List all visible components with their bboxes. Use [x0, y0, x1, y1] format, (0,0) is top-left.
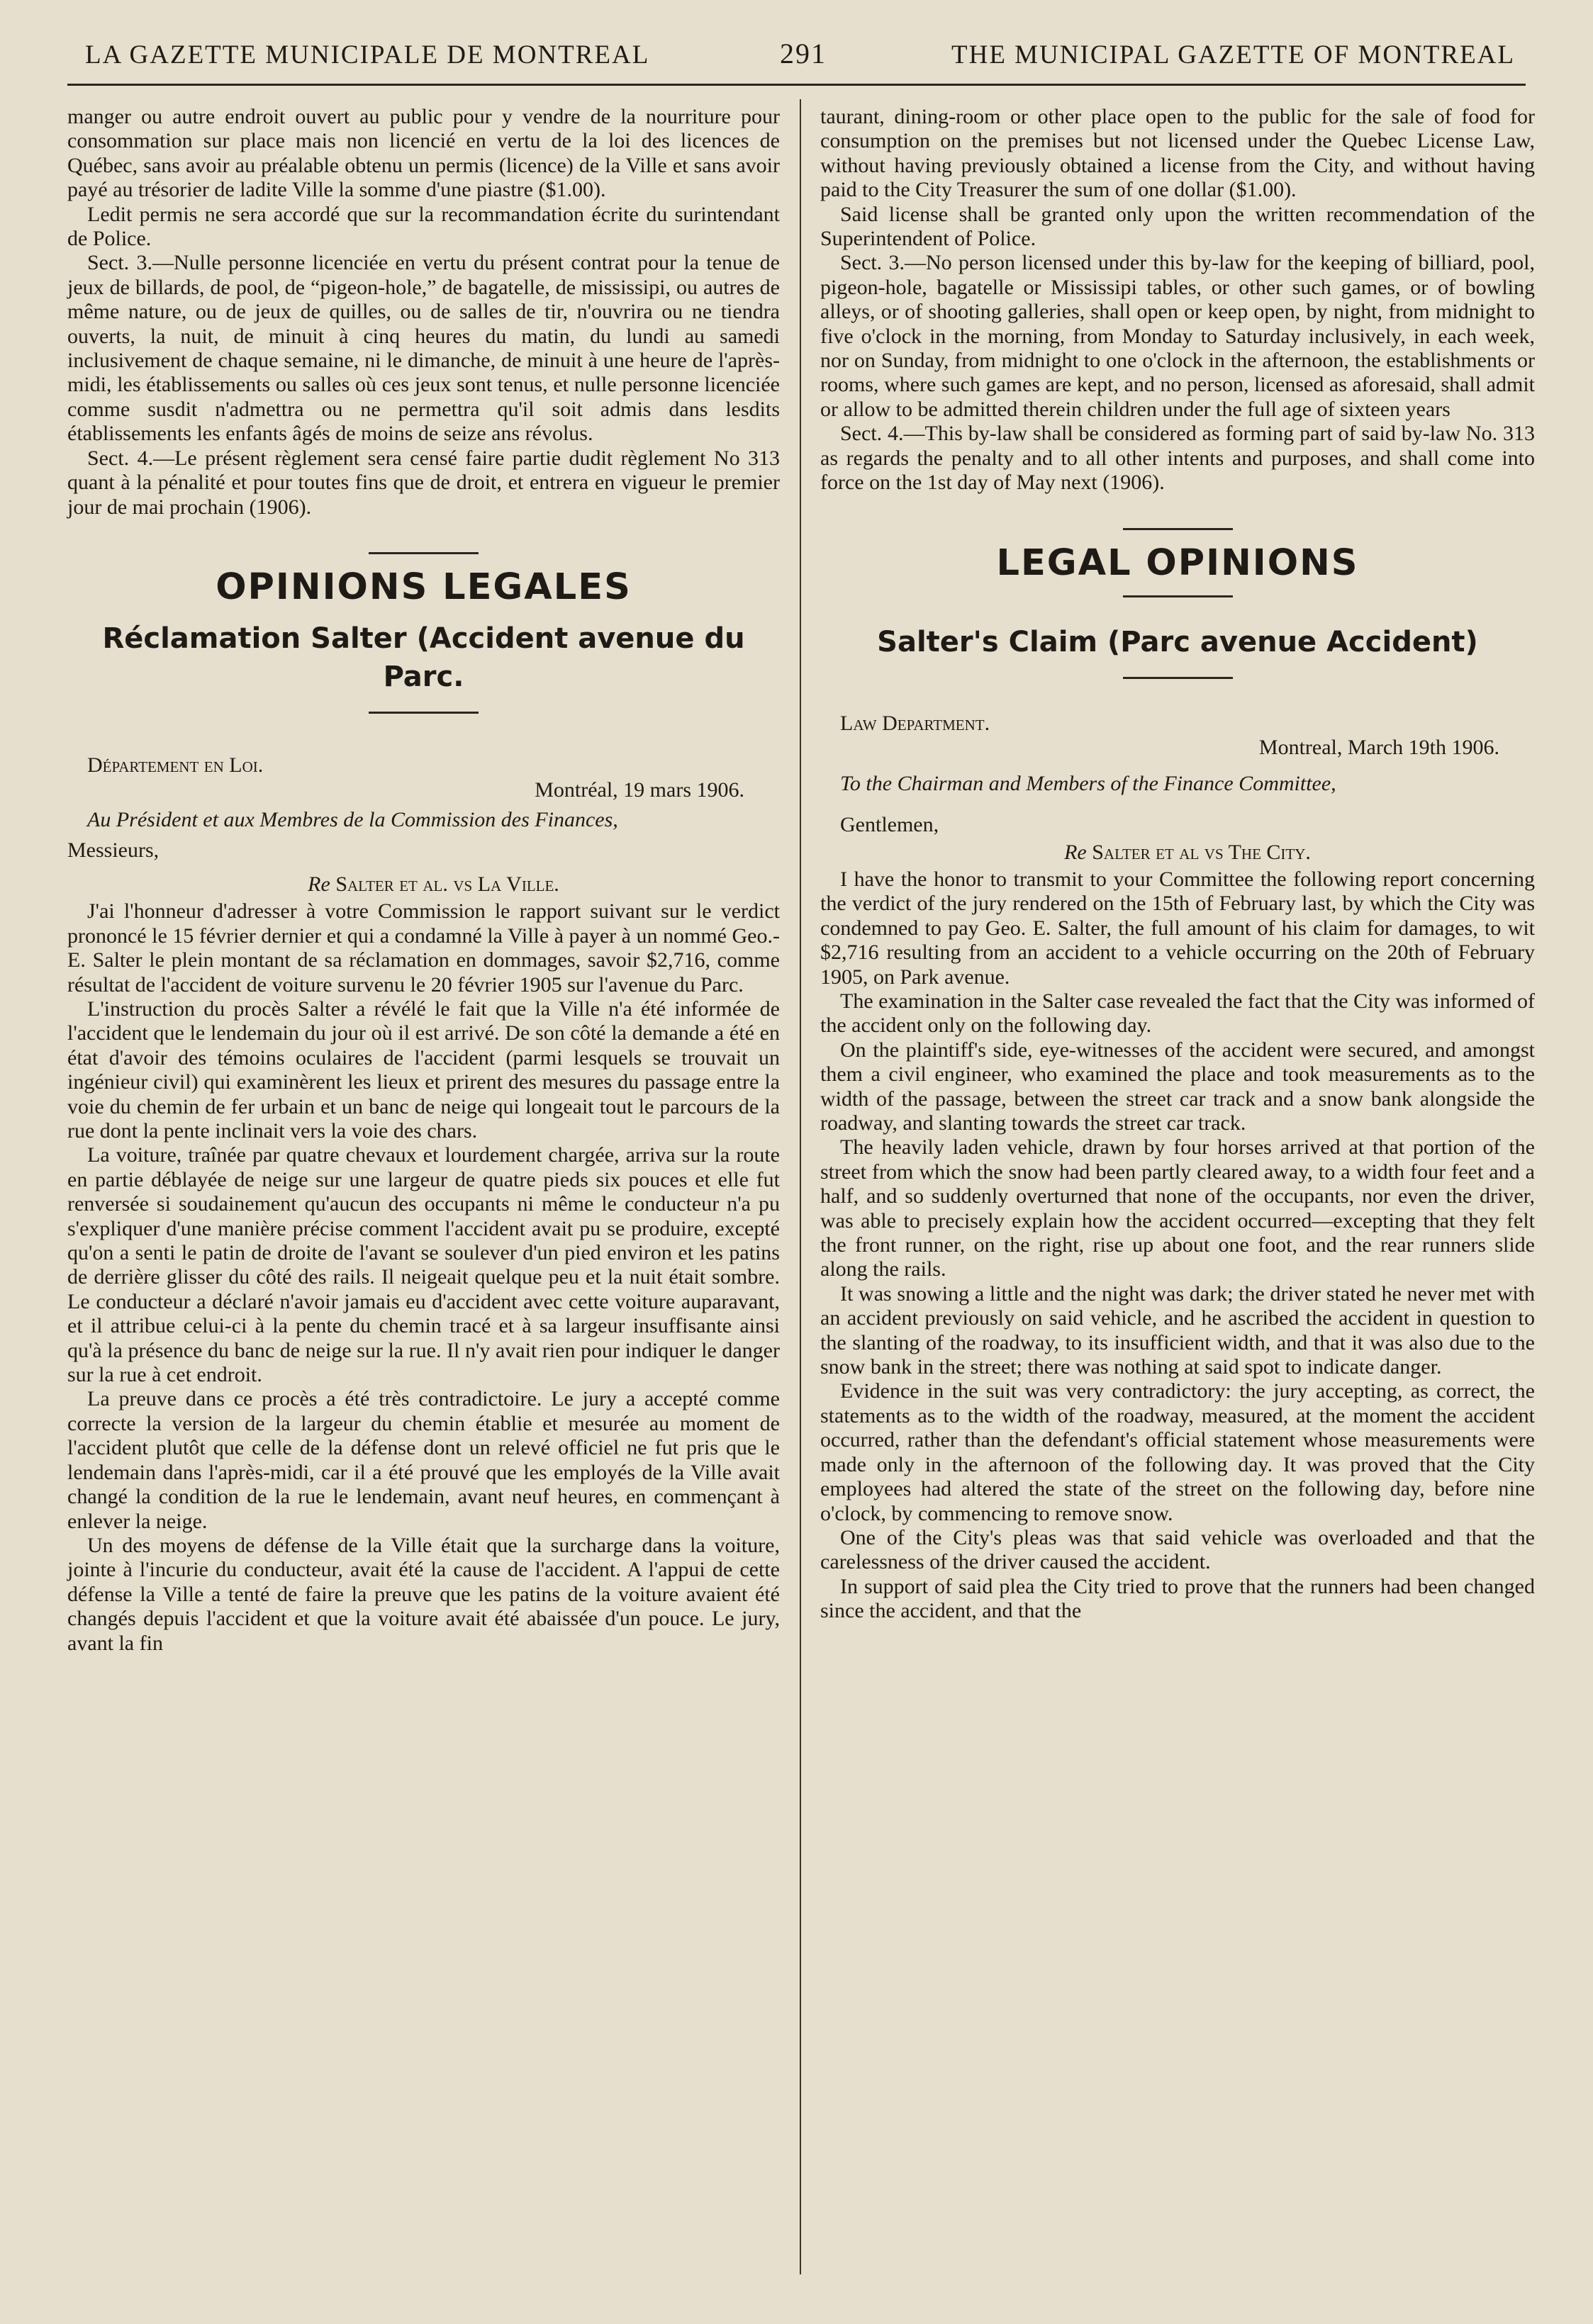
- address-line: To the Chairman and Members of the Finance Committee,: [840, 771, 1336, 795]
- separator-rule: [369, 712, 479, 714]
- separator-rule: [1123, 528, 1233, 530]
- page-header: [85, 40, 1515, 82]
- body-paragraph: Un des moyens de défense de la Ville était que la surcharge dans la voiture, jointe à l'incurie du conducteur, avait été la cause de l'accident. A l'appui de cette défense la Ville a tenté de faire la preuve que les patins de la voiture avaient été changés depuis l'accident et que la voiture avait été abaissée d'un pouce. Le jury, avant la fin: [67, 1533, 780, 1655]
- salutation: Messieurs,: [67, 838, 160, 862]
- department-line: Département en Loi.: [87, 753, 264, 778]
- case-parties: Salter et al vs The City.: [1092, 840, 1311, 864]
- address-line: Au Président et aux Membres de la Commission des Finances,: [87, 808, 618, 832]
- claim-title: Réclamation Salter (Accident avenue du Parc.: [102, 622, 745, 694]
- bylaw-section-4: Sect. 4.—This by-law shall be considered as forming part of said by-law No. 313 as regards the penalty and to all other intents and purposes, and shall come into force on the 1st day of May next (1906).: [820, 422, 1535, 495]
- body-paragraph: La voiture, traînée par quatre chevaux et lourdement chargée, arriva sur la route en partie déblayée de neige sur une largeur de quatre pieds six pouces et elle fut renversée si soudainement qu'aucun des occupants ni même le conducteur n'a pu s'expliquer d'une manière précise comment l'accident avait pu se produire, excepté qu'on a senti le patin de droite de l'avant se soulever d'un pied environ et les patins de derrière glisser du côté des rails. Il neigeait quelque peu et la nuit était sombre. Le conducteur a déclaré n'avoir jamais eu d'accident avec cette voiture auparavant, et il attribue celui-ci à la pente du chemin tracé et à sa largeur insuffisante ainsi qu'à la présence du banc de neige sur la rue. Il n'y avait rien pour indiquer le danger sur la rue à cet endroit.: [67, 1143, 780, 1387]
- separator-rule: [369, 552, 479, 554]
- claim-title: Salter's Claim (Parc avenue Accident): [877, 625, 1478, 658]
- bylaw-section-3: Sect. 3.—No person licensed under this by-law for the keeping of billiard, pool, pigeon-hole, bagatelle or Mississipi tables, or other such games, or of bowling alleys, or of shooting galleries, shall open or keep open, by night, from midnight to five o'clock in the morning, from Monday to Saturday inclusively, in each week, nor on Sunday, from midnight to one o'clock in the afternoon, the establishments or rooms, where such games are kept, and no person, licensed as aforesaid, shall admit or allow to be admitted therein children under the full age of sixteen years: [820, 251, 1535, 421]
- bylaw-paragraph: manger ou autre endroit ouvert au public pour y vendre de la nourriture pour consommation sur place mais non licencié en vertu de la loi des licences de Québec, sans avoir au préalable obtenu un permis (licence) de la Ville et sans avoir payé au trésorier de ladite Ville la somme d'une piastre ($1.00).: [67, 105, 780, 202]
- header-french-title: LA GAZETTE MUNICIPALE DE MONTREAL: [85, 40, 650, 69]
- body-paragraph: In support of said plea the City tried to prove that the runners had been changed since the accident, and that the: [820, 1574, 1535, 1623]
- french-column: [67, 105, 780, 1656]
- separator-rule: [1123, 677, 1233, 679]
- section-title: OPINIONS LEGALES: [216, 566, 632, 608]
- body-paragraph: Evidence in the suit was very contradictory: the jury accepting, as correct, the statements as to the width of the roadway, measured, at the moment the accident occurred, rather than the defendant's official statement whose measurements were made only in the afternoon of the following day. It was proved that the City employees had altered the state of the street on the following day, before nine o'clock, by commencing to remove snow.: [820, 1379, 1535, 1525]
- case-re: Re: [308, 872, 330, 896]
- body-paragraph: I have the honor to transmit to your Committee the following report concerning the verdict of the jury rendered on the 15th of February last, by which the City was condemned to pay Geo. E. Salter, the full amount of his claim for damages, to wit $2,716 resulting from an accident to a vehicle occurring on the 20th of February 1905, on Park avenue.: [820, 867, 1535, 989]
- body-paragraph: L'instruction du procès Salter a révélé le fait que la Ville n'a été informée de l'accident que le lendemain du jour où il est arrivé. De son côté la demande a été en état d'avoir des témoins oculaires de l'accident (parmi lesquels se trouvait un ingénieur civil) qui examinèrent les lieux et prirent des mesures du passage entre la voie du chemin de fer urbain et un banc de neige qui longeait tout le parcours de la rue dont la pente inclinait vers la voie des chars.: [67, 997, 780, 1143]
- body-paragraph: On the plaintiff's side, eye-witnesses of the accident were secured, and amongst them a civil engineer, who examined the place and took measurements as to the width of the passage, between the street car track and a snow bank alongside the roadway, and slanting towards the street car track.: [820, 1038, 1535, 1135]
- body-paragraph: One of the City's pleas was that said vehicle was overloaded and that the carelessness of the driver caused the accident.: [820, 1525, 1535, 1574]
- bylaw-section-3: Sect. 3.—Nulle personne licenciée en vertu du présent contrat pour la tenue de jeux de billards, de pool, de “pigeon-hole,” de bagatelle, de mississipi, ou autres de même nature, ou de jeux de quilles, ou de salles de tir, n'ouvrira ou ne tiendra ouverts, la nuit, de minuit à cinq heures du matin, du lundi au samedi inclusivement de chaque semaine, ni le dimanche, de minuit à une heure de l'après-midi, les établissements ou salles où ces jeux sont tenus, et nulle personne licenciée comme susdit n'admettra ou ne permettra qu'il soit admis dans lesdits établissements les enfants âgés de moins de seize ans révolus.: [67, 251, 780, 446]
- body-paragraph: J'ai l'honneur d'adresser à votre Commission le rapport suivant sur le verdict prononcé le 15 février dernier et qui a condamné la Ville à payer à un nommé Geo.-E. Salter le plein montant de sa réclamation en dommages, savoir $2,716, comme résultat de l'accident de voiture survenu le 20 février 1905 sur l'avenue du Parc.: [67, 899, 780, 997]
- case-parties: Salter et al. vs La Ville.: [335, 872, 559, 896]
- column-divider: [800, 99, 801, 2274]
- bylaw-paragraph: Ledit permis ne sera accordé que sur la recommandation écrite du surintendant de Police.: [67, 202, 780, 251]
- section-title: LEGAL OPINIONS: [996, 541, 1359, 584]
- body-paragraph: The heavily laden vehicle, drawn by four horses arrived at that portion of the street from which the snow had been partly cleared away, to a width four feet and a half, and so suddenly overturned that none of the occupants, nor even the driver, was able to precisely explain how the accident occurred—excepting that they felt the front runner, on the right, rise up about one foot, and the rear runners slide along the rails.: [820, 1135, 1535, 1281]
- body-paragraph: It was snowing a little and the night was dark; the driver stated he never met with an accident previously on said vehicle, and he ascribed the accident in question to the slanting of the roadway, to its insufficient width, and that it was also due to the snow bank in the street; there was nothing at said spot to indicate danger.: [820, 1281, 1535, 1379]
- case-title: [67, 872, 780, 897]
- dateline: Montreal, March 19th 1906.: [1258, 736, 1499, 760]
- case-re: Re: [1064, 840, 1087, 864]
- bylaw-paragraph: taurant, dining-room or other place open to the public for the sale of food for consumption on the premises but not licensed under the Quebec License Law, without having previously obtained a license from the City, and without having paid to the City Treasurer the sum of one dollar ($1.00).: [820, 105, 1535, 202]
- bylaw-section-4: Sect. 4.—Le présent règlement sera censé faire partie dudit règlement No 313 quant à la pénalité et pour toutes fins que de droit, et entrera en vigueur le premier jour de mai prochain (1906).: [67, 446, 780, 519]
- body-paragraph: The examination in the Salter case revealed the fact that the City was informed of the accident only on the following day.: [820, 989, 1535, 1038]
- dateline: Montréal, 19 mars 1906.: [535, 778, 744, 802]
- bylaw-paragraph: Said license shall be granted only upon the written recommendation of the Superintendent of Police.: [820, 202, 1535, 251]
- page-number: 291: [780, 38, 827, 69]
- header-english-title: THE MUNICIPAL GAZETTE OF MONTREAL: [951, 40, 1515, 69]
- header-rule: [67, 84, 1526, 86]
- department-line: Law Department.: [840, 711, 990, 735]
- case-title: [820, 841, 1535, 865]
- english-column: [820, 105, 1535, 1624]
- separator-rule: [1123, 595, 1233, 597]
- salutation: Gentlemen,: [840, 813, 939, 837]
- body-paragraph: La preuve dans ce procès a été très contradictoire. Le jury a accepté comme correcte la version de la largeur du chemin établie et mesurée au moment de l'accident plutôt que celle de la défense dont un relevé officiel ne fut pris que le lendemain dans l'après-midi, car il a été prouvé que les employés de la Ville avait changé la condition de la rue le lendemain, avant neuf heures, en commençant à enlever la neige.: [67, 1387, 780, 1533]
